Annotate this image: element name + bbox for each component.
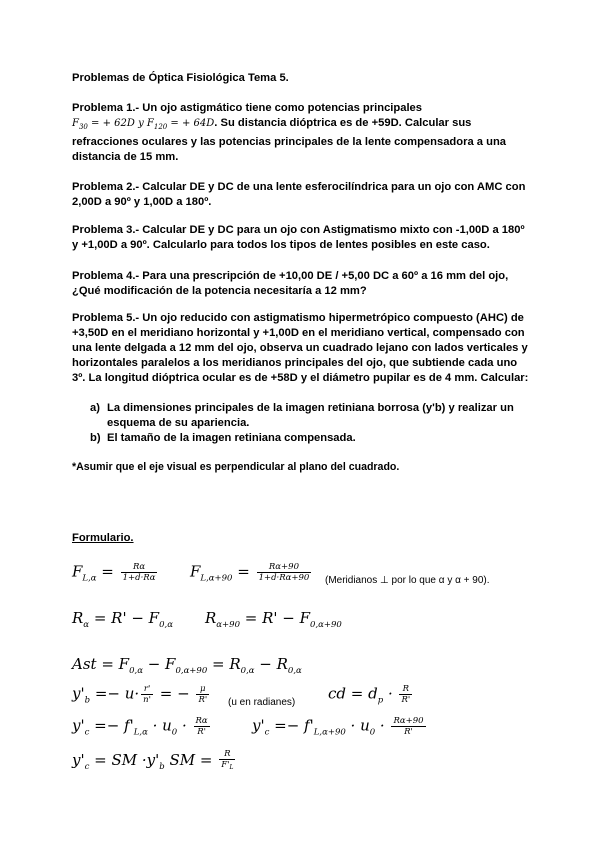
formula-f-alpha-90 (190, 562, 313, 584)
f2-lhs: F (190, 562, 201, 581)
ast-s2: 0,α+90 (175, 666, 208, 676)
f-symbol-b: F (146, 118, 154, 129)
formula-f-alpha (72, 562, 159, 584)
yb-b: =− u· (90, 684, 140, 703)
yc1-frac (194, 716, 210, 737)
sm-s: c (84, 762, 90, 772)
problem-5-label: Problema 5. (72, 312, 136, 324)
problem-1-line1: - Un ojo astigmático tiene como potencias principales (135, 102, 423, 114)
ast-s4: 0,α (287, 666, 302, 676)
yc1-s3: 0 (171, 727, 178, 738)
r2-lhs-sub: α+90 (216, 620, 240, 630)
yb-a: y' (72, 684, 85, 703)
yc2-den: R' (404, 727, 413, 737)
formula-y-c-alpha-90 (252, 716, 428, 738)
sm-c: SM = (164, 751, 218, 769)
problem-2 (72, 180, 532, 210)
cd-b: · (383, 684, 398, 703)
sm-b: = SM ·y' (89, 751, 160, 769)
yb-frac1 (141, 684, 153, 705)
r2-rhs-sub: 0,α+90 (310, 620, 342, 630)
yc1-n: Rα (195, 716, 208, 726)
formula-cd (328, 684, 414, 706)
item-b-line1: El tamaño de la imagen retiniana compensada. (107, 432, 356, 444)
formula-sm (72, 749, 237, 773)
yb-n2: μ (196, 684, 209, 695)
meridianos-note-text: (Meridianos ⊥ por lo que α y α + 90). (325, 575, 490, 586)
r2-lhs: R (205, 609, 217, 627)
f1-lhs: F (72, 562, 83, 581)
r1-rhs-sub: 0,α (159, 620, 173, 630)
yb-s: b (84, 695, 91, 706)
f30-value: = + 62D y (87, 118, 147, 129)
sm-den (219, 760, 235, 773)
yc2-n: Rα+90 (393, 716, 424, 726)
item-a-line1: La dimensiones principales de la imagen retiniana borrosa (y'b) y realizar un (107, 402, 514, 414)
ast-d: − R (254, 655, 288, 673)
problem-1-label: Problema 1. (72, 102, 136, 114)
assumption-note: *Asumir que el eje visual es perpendicular al plano del cuadrado. (72, 461, 400, 473)
problem-2-label: Problema 2. (72, 181, 136, 193)
r2-rhs: = R' − F (239, 609, 311, 627)
f1-lhs-sub: L,α (82, 573, 97, 584)
cd-s: p (377, 695, 384, 706)
f2-fraction (257, 562, 312, 583)
formula-r-alpha-90 (205, 609, 342, 630)
ast-s1: 0,α (129, 666, 143, 676)
problem-4-text: - Para una prescripción de +10,00 DE / +5,00 DC a 60º a 16 mm del ojo, ¿Qué modificación de la potencia necesitaría a 12 mm? (72, 270, 509, 297)
item-a-line2: esquema de su apariencia. (107, 417, 250, 429)
formula-y-b (72, 684, 211, 706)
problem-3-label: Problema 3. (72, 224, 136, 236)
yc1-d: · (177, 716, 192, 735)
ast-c: = R (207, 655, 241, 673)
yc2-s3: 0 (369, 727, 376, 738)
ast-s3: 0,α (240, 666, 255, 676)
yc1-den: R' (197, 727, 206, 737)
problem-5-text: - Un ojo reducido con astigmatismo hipermetrópico compuesto (AHC) de +3,50D en el meridiano horizontal y +1,00D en el meridiano vertical, compensado con una lente delgada a 12 mm del ojo, observa un cuadrado lejano con lados verticales y horizontales paralelos a los meridianos principales del ojo, que subtiende cada uno 3º. La longitud dióptrica ocular es de +58D y el diámetro pupilar es de 4 mm. Calcular: (72, 312, 529, 384)
yc2-frac (391, 716, 425, 737)
yc2-c: · u (345, 716, 370, 735)
yc2-s2: L,α+90 (313, 727, 346, 738)
cd-frac (399, 684, 412, 705)
r1-rhs: = R' − F (89, 609, 160, 627)
problem-2-text: - Calcular DE y DC de una lente esferocilíndrica para un ojo con AMC con 2,00D a 90º y 1,00D a 180º. (72, 181, 526, 208)
cd-a: cd = d (328, 684, 378, 703)
problem-5 (72, 311, 532, 386)
yc1-c: · u (147, 716, 172, 735)
sm-frac (219, 749, 235, 773)
f1-num: Rα (121, 562, 158, 573)
f120-value: = + 64D (167, 118, 215, 129)
problem-1-formula (72, 118, 214, 129)
sm-d: F' (221, 760, 230, 770)
cd-n: R (399, 684, 412, 695)
yb-n1: r' (141, 684, 153, 695)
formulario-heading: Formulario. (72, 532, 134, 544)
problem-3 (72, 223, 532, 253)
yc1-a: y' (72, 716, 85, 735)
yb-d1: n' (143, 695, 151, 705)
u-radianes-text: (u en radianes) (228, 697, 296, 708)
yc2-d: · (375, 716, 390, 735)
f-symbol: F (72, 118, 79, 129)
yb-frac2 (196, 684, 209, 705)
r1-lhs-sub: α (83, 620, 90, 630)
problem-4-label: Problema 4. (72, 270, 136, 282)
problem-5-item-a (90, 401, 530, 431)
f2-den: 1+d·Rα+90 (258, 573, 310, 583)
ast-a: Ast = F (72, 655, 130, 673)
yc1-s: c (84, 727, 90, 738)
formula-ast (72, 655, 302, 676)
meridianos-note (325, 568, 490, 587)
yc2-b: =− f' (269, 716, 314, 735)
problem-4 (72, 269, 532, 299)
sm-s2: b (159, 762, 165, 772)
u-radianes-note (228, 690, 295, 709)
sm-a: y' (72, 751, 85, 769)
problem-5-item-b (90, 431, 530, 446)
yb-c: = − (154, 684, 195, 703)
problem-1 (72, 101, 532, 165)
f1-fraction (121, 562, 158, 583)
formula-y-c-alpha (72, 716, 212, 738)
ast-b: − F (142, 655, 176, 673)
r1-lhs: R (72, 609, 84, 627)
f-subscript-120: 120 (153, 123, 168, 131)
f2-eq: = (232, 562, 255, 581)
f-subscript-30: 30 (78, 123, 88, 131)
document-title: Problemas de Óptica Fisiológica Tema 5. (72, 72, 289, 84)
yc1-s2: L,α (133, 727, 148, 738)
item-b-marker: b) (90, 432, 101, 444)
yc2-s: c (264, 727, 270, 738)
f2-num: Rα+90 (257, 562, 312, 573)
item-a-marker: a) (90, 402, 100, 414)
problem-1-rest: . Su distancia dióptrica es de +59D. Calcular sus refracciones oculares y las potencias principales de la lente compensadora a una distancia de 15 mm. (72, 117, 507, 163)
problem-3-text: - Calcular DE y DC para un ojo con Astigmatismo mixto con -1,00D a 180º y +1,00D a 90º. Calcularlo para todos los tipos de lentes posibles en este caso. (72, 224, 525, 251)
f2-lhs-sub: L,α+90 (200, 573, 233, 584)
sm-n: R (219, 749, 235, 760)
sm-d-sub: L (229, 764, 234, 771)
formula-r-alpha (72, 609, 173, 630)
yc1-b: =− f' (89, 716, 134, 735)
cd-d: R' (401, 695, 411, 705)
f1-den: 1+d·Rα (122, 573, 156, 583)
yc2-a: y' (252, 716, 265, 735)
yb-d2: R' (198, 695, 208, 705)
f1-eq: = (96, 562, 119, 581)
